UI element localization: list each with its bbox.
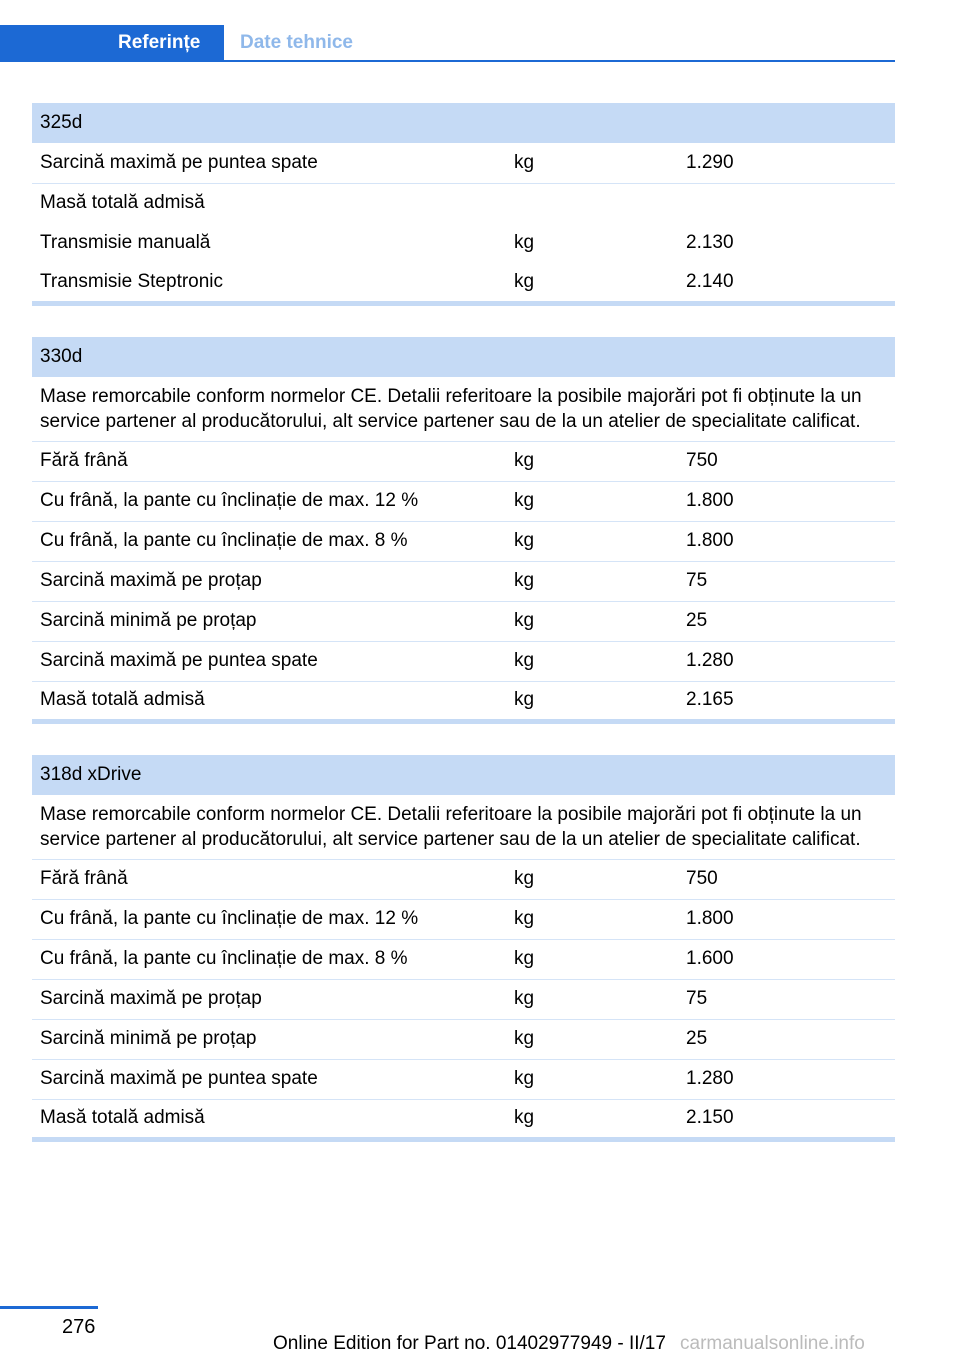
row-unit: kg xyxy=(506,1059,678,1099)
row-unit: kg xyxy=(506,641,678,681)
table-row xyxy=(32,601,895,641)
row-unit: kg xyxy=(506,899,678,939)
row-value: 2.165 xyxy=(678,681,895,721)
row-unit: kg xyxy=(506,939,678,979)
row-value: 2.140 xyxy=(678,263,895,303)
spec-tables xyxy=(32,103,895,1173)
row-unit: kg xyxy=(506,561,678,601)
table-row xyxy=(32,481,895,521)
row-unit: kg xyxy=(514,232,535,253)
table-description: Mase remorcabile conform normelor CE. Detalii referitoare la posibile majorări pot fi obținute la un service partener al producătorului, alt service partener sau de la un atelier de specialitate calificat. xyxy=(32,377,895,442)
table-title: 325d xyxy=(32,103,895,143)
row-value: 25 xyxy=(678,601,895,641)
row-label: Sarcină maximă pe puntea spate xyxy=(32,143,506,183)
row-value: 1.800 xyxy=(678,899,895,939)
table-description: Mase remorcabile conform normelor CE. Detalii referitoare la posibile majorări pot fi obținute la un service partener al producătorului, alt service partener sau de la un atelier de specialitate calificat. xyxy=(32,795,895,860)
row-value: 75 xyxy=(678,979,895,1019)
page-number: 276 xyxy=(62,1316,96,1338)
table-row xyxy=(32,1059,895,1099)
table-row xyxy=(32,143,895,183)
table-row xyxy=(32,899,895,939)
table-row xyxy=(32,1019,895,1059)
row-unit: kg xyxy=(506,859,678,899)
row-unit: kg xyxy=(506,521,678,561)
row-unit: kg xyxy=(506,263,678,303)
row-label: Sarcină minimă pe proțap xyxy=(32,1019,506,1059)
spec-table-325d xyxy=(32,103,895,306)
row-label: Sarcină maximă pe puntea spate xyxy=(32,1059,506,1099)
header-divider xyxy=(0,60,895,62)
row-value: 750 xyxy=(678,441,895,481)
table-row xyxy=(32,1099,895,1139)
row-value: 2.130 xyxy=(686,232,734,253)
row-value: 1.600 xyxy=(678,939,895,979)
row-unit: kg xyxy=(506,601,678,641)
row-label: Sarcină minimă pe proțap xyxy=(32,601,506,641)
tab-referinte[interactable]: Referințe xyxy=(0,25,224,60)
row-unit: kg xyxy=(506,143,678,183)
row-label: Masă totală admisă xyxy=(32,681,506,721)
row-label: Sarcină maximă pe proțap xyxy=(32,561,506,601)
row-label: Fără frână xyxy=(32,441,506,481)
table-title: 318d xDrive xyxy=(32,755,895,795)
row-label: Cu frână, la pante cu înclinație de max. 8 % xyxy=(32,521,506,561)
spec-table-318d-xdrive xyxy=(32,755,895,1142)
row-unit xyxy=(506,183,678,223)
row-value: 2.150 xyxy=(678,1099,895,1139)
tab-date-tehnice[interactable]: Date tehnice xyxy=(240,32,353,53)
row-unit: kg xyxy=(506,1019,678,1059)
row-unit: kg xyxy=(506,441,678,481)
row-value xyxy=(678,183,895,223)
row-label: Cu frână, la pante cu înclinație de max. 8 % xyxy=(32,939,506,979)
row-label: Sarcină maximă pe puntea spate xyxy=(32,641,506,681)
table-row xyxy=(32,223,895,263)
row-value: 1.280 xyxy=(678,1059,895,1099)
table-row xyxy=(32,681,895,721)
row-value: 1.280 xyxy=(678,641,895,681)
edition-text: Online Edition for Part no. 01402977949 - II/17 xyxy=(273,1333,666,1354)
row-value: 1.800 xyxy=(678,481,895,521)
row-label: Sarcină maximă pe proțap xyxy=(32,979,506,1019)
section-header xyxy=(0,25,895,62)
table-row xyxy=(32,939,895,979)
row-label: Masă totală admisă xyxy=(32,1099,506,1139)
table-row xyxy=(32,979,895,1019)
row-unit: kg xyxy=(506,681,678,721)
row-label: Cu frână, la pante cu înclinație de max. 12 % xyxy=(32,481,506,521)
table-row xyxy=(32,859,895,899)
table-title: 330d xyxy=(32,337,895,377)
row-label: Transmisie manuală xyxy=(40,232,211,253)
row-unit: kg xyxy=(506,481,678,521)
table-row xyxy=(32,561,895,601)
spec-table-330d xyxy=(32,337,895,724)
row-value: 1.290 xyxy=(678,143,895,183)
row-unit: kg xyxy=(506,979,678,1019)
table-row xyxy=(32,641,895,681)
table-row xyxy=(32,521,895,561)
row-unit: kg xyxy=(506,1099,678,1139)
row-value: 750 xyxy=(678,859,895,899)
footer-divider xyxy=(0,1306,98,1309)
table-row xyxy=(32,441,895,481)
row-label: Cu frână, la pante cu înclinație de max. 12 % xyxy=(32,899,506,939)
watermark: carmanualsonline.info xyxy=(680,1333,865,1354)
row-value: 1.800 xyxy=(678,521,895,561)
row-value: 75 xyxy=(678,561,895,601)
row-value: 25 xyxy=(678,1019,895,1059)
row-label: Transmisie Steptronic xyxy=(32,263,506,303)
row-label: Fără frână xyxy=(32,859,506,899)
table-row xyxy=(32,263,895,303)
table-row xyxy=(32,183,895,223)
row-label: Masă totală admisă xyxy=(40,192,205,214)
